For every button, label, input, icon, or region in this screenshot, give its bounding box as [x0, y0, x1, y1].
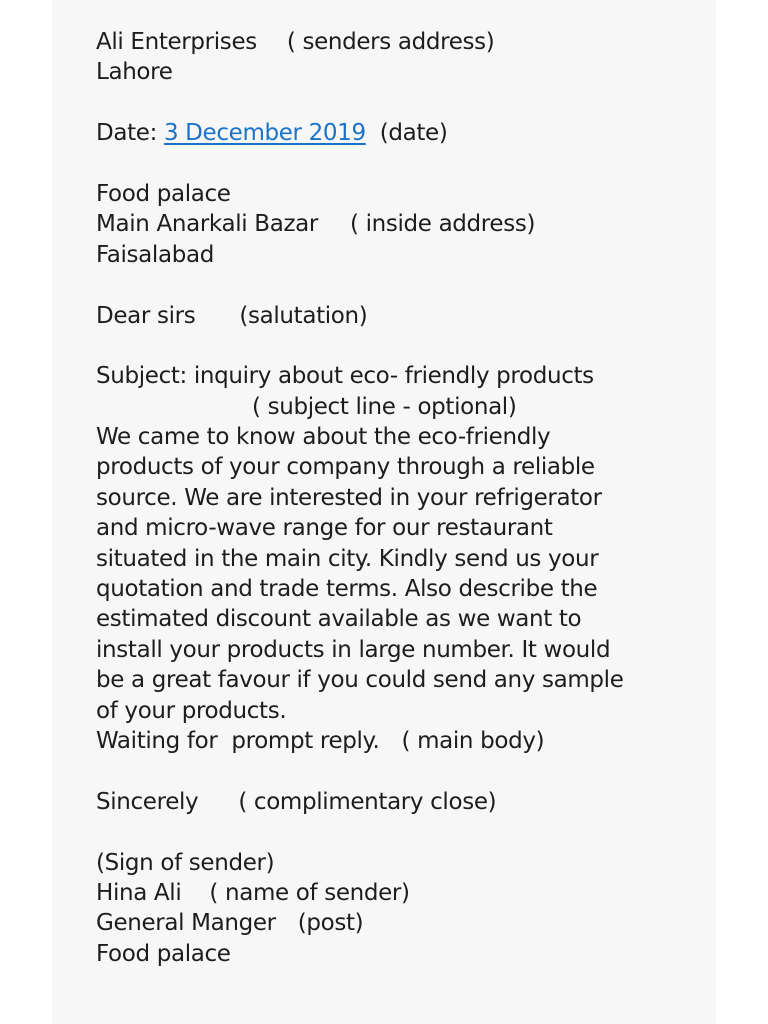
body-line: products of your company through a reliable [96, 454, 595, 481]
closing-body-line [96, 726, 696, 756]
sender-address-line [96, 27, 696, 57]
recipient-city: Faisalabad [96, 241, 214, 268]
body-line: We came to know about the eco-friendly [96, 424, 551, 451]
body-line: quotation and trade terms. Also describe the [96, 576, 598, 603]
body-line: estimated discount available as we want to [96, 606, 582, 633]
body-line: and micro-wave range for our restaurant [96, 515, 553, 542]
body-line: source. We are interested in your refrigerator [96, 484, 602, 511]
date-label: Date: [96, 120, 164, 147]
salutation-note: (salutation) [239, 302, 368, 329]
signer-post-line [96, 908, 696, 938]
recipient-street: Main Anarkali Bazar [96, 211, 319, 238]
date-line [96, 118, 696, 148]
body-line: situated in the main city. Kindly send us your [96, 545, 599, 572]
business-letter [96, 27, 696, 969]
signer-post: General Manger [96, 910, 276, 937]
sender-name: Ali Enterprises [96, 29, 257, 55]
complimentary-close: Sincerely [96, 788, 199, 815]
signer-name-line [96, 878, 696, 908]
complimentary-close-line [96, 787, 696, 817]
closing-line: Waiting for prompt reply. [96, 727, 380, 754]
subject-line: Subject: inquiry about eco- friendly products [96, 363, 594, 390]
salutation-line [96, 301, 696, 331]
salutation: Dear sirs [96, 302, 196, 329]
signer-name-note: ( name of sender) [209, 879, 410, 906]
signer-post-note: (post) [297, 910, 364, 937]
signer-name: Hina Ali [96, 879, 182, 906]
body-line: be a great favour if you could send any sample [96, 667, 624, 694]
subject-note: ( subject line - optional) [252, 393, 517, 420]
signer-company: Food palace [96, 940, 231, 967]
date-note: (date) [379, 120, 448, 147]
sender-city: Lahore [96, 59, 173, 86]
recipient-street-line [96, 209, 696, 239]
main-body-note: ( main body) [401, 727, 545, 754]
inside-address-note: ( inside address) [350, 211, 536, 238]
body-line: install your products in large number. It would [96, 636, 611, 663]
complimentary-close-note: ( complimentary close) [238, 788, 497, 815]
sender-address-note: ( senders address) [286, 29, 495, 55]
recipient-name: Food palace [96, 180, 231, 207]
body-line: of your products. [96, 697, 287, 724]
date-link[interactable]: 3 December 2019 [163, 120, 366, 147]
signature-placeholder: (Sign of sender) [96, 849, 275, 876]
